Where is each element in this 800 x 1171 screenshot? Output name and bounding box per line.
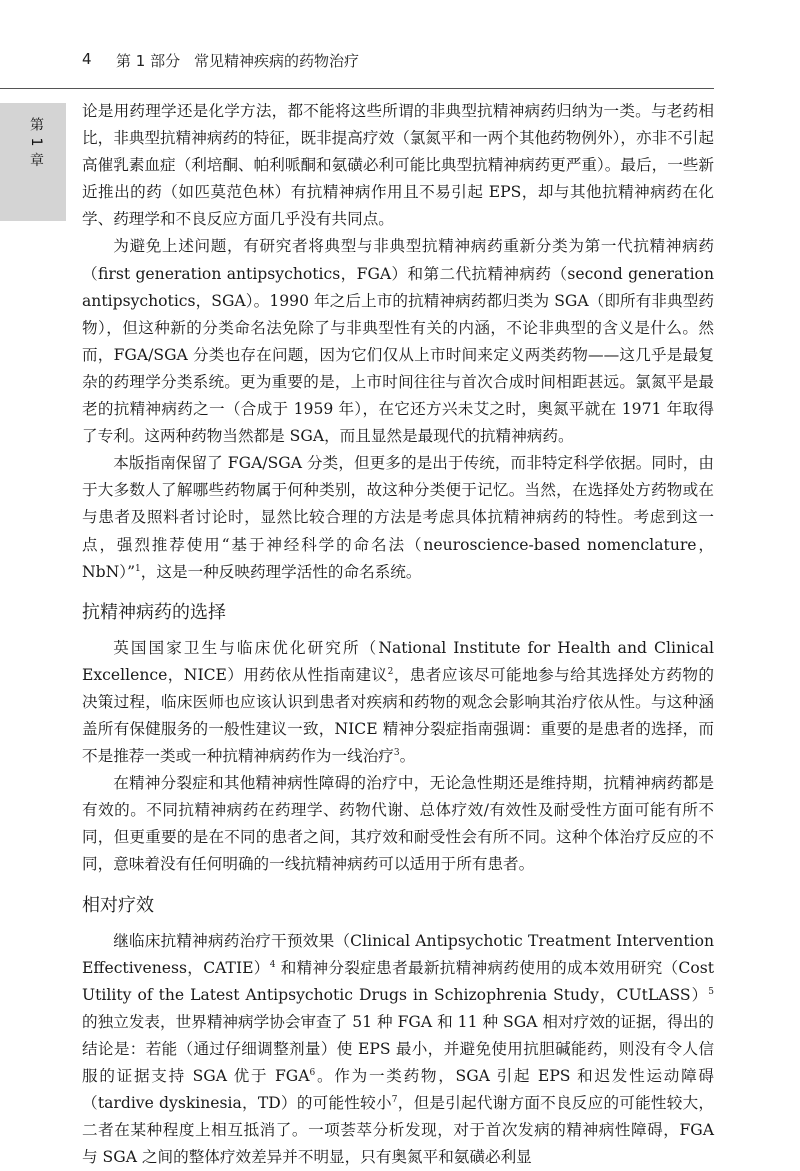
paragraph [82, 450, 714, 585]
reference-marker: 3 [393, 748, 400, 759]
paragraph: 在精神分裂症和其他精神病性障碍的治疗中，无论急性期还是维持期，抗精神病药都是有效的。不同抗精神病药在药理学、药物代谢、总体疗效/有效性及耐受性方面可能有所不同，但更重要的是在不同的患者之间，其疗效和耐受性会有所不同。这种个体治疗反应的不同，意味着没有任何明确的一线抗精神病药可以适用于所有患者。 [82, 774, 714, 874]
part-label: 第 1 部分 [116, 52, 181, 70]
paragraph-text: 。作为一类药物，SGA 引起 EPS 和迟发性运动障碍（tardive dyskinesia，TD）的可能性较小 [82, 1067, 714, 1113]
reference-marker: 7 [391, 1095, 398, 1106]
paragraph-text: 继临床抗精神病药治疗干预效果（Clinical Antipsychotic Treatment Intervention Effectiveness，CATIE） [82, 931, 714, 977]
paragraph-text: 的独立发表，世界精神病学协会审查了 51 种 FGA 和 11 种 SGA 相对疗效的证据，得出的结论是：若能（通过仔细调整剂量）使 EPS 最小，并避免使用抗胆碱能药，则没有令人信服的证据支持 SGA 优于 FGA [82, 1012, 714, 1085]
paragraph-text: 。 [399, 747, 416, 766]
reference-marker: 4 [269, 959, 276, 970]
reference-marker: 2 [387, 666, 394, 677]
page-number: 4 [82, 50, 92, 68]
paragraph-text: ，患者应该尽可能地参与给其选择处方药物的决策过程，临床医师也应该认识到患者对疾病和药物的观念会影响其治疗依从性。与这种涵盖所有保健服务的一般性建议一致，NICE 精神分裂症指南强调：重要的是患者的选择，而不是推荐一类或一种抗精神病药作为一线治疗 [82, 665, 714, 766]
reference-marker: 6 [309, 1068, 316, 1078]
header-rule [0, 88, 714, 89]
paragraph-text: 和精神分裂症患者最新抗精神病药使用的成本效用研究（Cost Utility of the Latest Antipsychotic Drugs in Schizophrenia Study，CUtLASS） [82, 958, 714, 1004]
chapter-label: 第 1 章 [28, 117, 44, 168]
chapter-side-tab [0, 103, 66, 221]
paragraph-text: 英国国家卫生与临床优化研究所（National Institute for Health and Clinical Excellence，NICE）用药依从性指南建议 [82, 638, 714, 684]
paragraph-text: ，这是一种反映药理学活性的命名系统。 [140, 562, 422, 581]
part-title: 常见精神疾病的药物治疗 [194, 52, 360, 70]
paragraph [82, 635, 714, 770]
section-heading: 抗精神病药的选择 [82, 601, 226, 623]
reference-marker: 1 [135, 563, 141, 574]
page-body [82, 98, 714, 1171]
reference-marker: 5 [708, 986, 714, 997]
paragraph-text: ，但是引起代谢方面不良反应的可能性较大，二者在某种程度上相互抵消了。一项荟萃分析发现，对于首次发病的精神病性障碍，FGA 与 SGA 之间的整体疗效差异并不明显，只有奥氮平和氨磺必利显 [82, 1094, 714, 1167]
paragraph: 论是用药理学还是化学方法，都不能将这些所谓的非典型抗精神病药归纳为一类。与老药相比，非典型抗精神病药的特征，既非提高疗效（氯氮平和一两个其他药物例外），亦非不引起高催乳素血症（利培酮、帕利哌酮和氨磺必利可能比典型抗精神病药更严重）。最后，一些新近推出的药（如匹莫范色林）有抗精神病作用且不易引起 EPS，却与其他抗精神病药在化学、药理学和不良反应方面几乎没有共同点。 [82, 102, 714, 229]
paragraph-text: 本版指南保留了 FGA/SGA 分类，但更多的是出于传统，而非特定科学依据。同时，由于大多数人了解哪些药物属于何种类别，故这种分类便于记忆。当然，在选择处方药物或在与患者及照料者讨论时，显然比较合理的方法是考虑具体抗精神病药的特性。考虑到这一点，强烈推荐使用“基于神经科学的命名法（neuroscience-based nomenclature，NbN）” [82, 454, 714, 581]
paragraph [82, 928, 714, 1171]
section-heading: 相对疗效 [82, 894, 154, 916]
paragraph: 为避免上述问题，有研究者将典型与非典型抗精神病药重新分类为第一代抗精神病药（first generation antipsychotics，FGA）和第二代抗精神病药（second generation antipsychotics，SGA）。1990 年之后上市的抗精神病药都归类为 SGA（即所有非典型药物），但这种新的分类命名法免除了与非典型性有关的内涵，不论非典型的含义是什么。然而，FGA/SGA 分类也存在问题，因为它们仅从上市时间来定义两类药物——这几乎是最复杂的药理学分类系统。更为重要的是，上市时间往往与首次合成时间相距甚远。氯氮平是最老的抗精神病药之一（合成于 1959 年），在它还方兴未艾之时，奥氮平就在 1971 年取得了专利。这两种药物当然都是 SGA，而且显然是最现代的抗精神病药。 [82, 237, 714, 446]
running-header [82, 50, 760, 76]
